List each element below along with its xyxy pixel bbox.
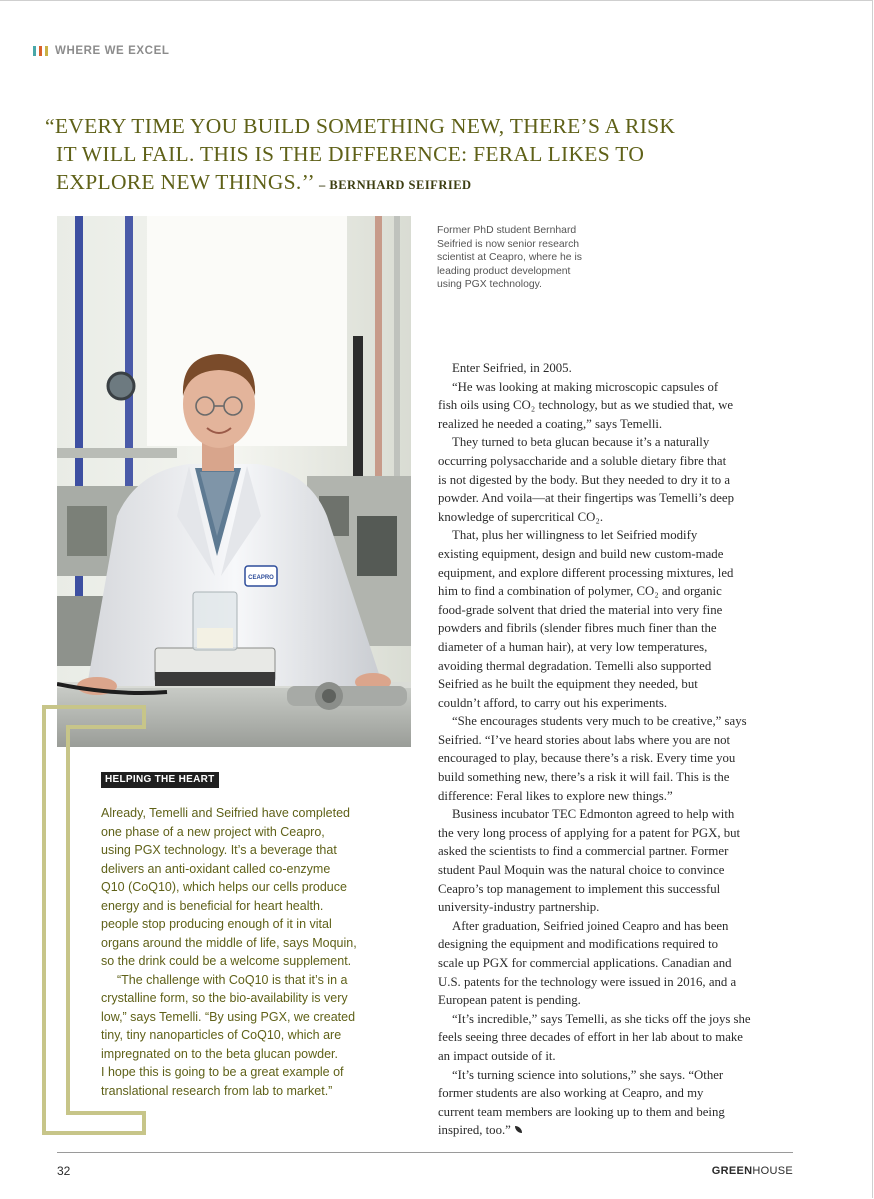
- article-line: powder. And voila—at their fingertips was Temelli’s deep: [438, 491, 734, 506]
- brand-regular: HOUSE: [752, 1165, 793, 1177]
- article-line: avoiding thermal degradation. Temelli also supported: [438, 658, 712, 673]
- pull-quote-line: [45, 168, 745, 199]
- article-line: Ceapro’s top management to implement this successful: [438, 881, 721, 896]
- article-line: university-industry partnership.: [438, 900, 600, 915]
- magazine-brand: [712, 1165, 793, 1177]
- sidebar-body: [101, 804, 391, 1100]
- footer-rule: [57, 1152, 793, 1153]
- article-line: inspired, too.”: [438, 1123, 511, 1138]
- sidebar-line: Q10 (CoQ10), which helps our cells produce: [101, 880, 347, 894]
- article-line: scale up PGX for commercial applications. Canadian and: [438, 956, 732, 970]
- sidebar-bracket-outer-top: [42, 705, 146, 709]
- article-line: U.S. patents for the technology were issued in 2016, and a: [438, 974, 737, 989]
- article-line: Enter Seifried, in 2005.: [452, 361, 572, 375]
- article-line: current team members are looking up to them and being: [438, 1104, 725, 1119]
- sidebar-line: Already, Temelli and Seifried have completed: [101, 806, 350, 820]
- article-line: After graduation, Seifried joined Ceapro and has been: [452, 918, 729, 933]
- pull-quote: [45, 112, 745, 199]
- article-line: an impact outside of it.: [438, 1048, 556, 1063]
- article-line: “It’s turning science into solutions,” she says. “Other: [452, 1067, 724, 1082]
- article-line: occurring polysaccharide and a soluble dietary fibre that: [438, 453, 727, 468]
- article-line: That, plus her willingness to let Seifried modify: [452, 528, 698, 543]
- article-line: food-grade solvent that dried the material into very fine: [438, 602, 723, 617]
- color-bar-teal: [33, 46, 36, 56]
- caption-line: Former PhD student Bernhard: [437, 225, 577, 236]
- article-line: realized he needed a coating,” says Temelli.: [438, 416, 663, 431]
- article-line: asked the scientists to find a commercial partner. Former: [438, 844, 729, 859]
- article-line: Seifried as he built the equipment they needed, but: [438, 677, 698, 692]
- pull-quote-line: IT WILL FAIL. THIS IS THE DIFFERENCE: FERAL LIKES TO: [56, 142, 645, 166]
- main-article-column: [438, 359, 788, 1140]
- sidebar-heading: HELPING THE HEART: [101, 772, 219, 788]
- article-line: him to find a combination of polymer, CO₂ and organic: [438, 584, 722, 599]
- color-bar-orange: [39, 46, 42, 56]
- article-line: is not digested by the body. But they needed to dry it to a: [438, 472, 731, 487]
- article-line: designing the equipment and modifications required to: [438, 937, 719, 952]
- sidebar-line: tiny, tiny nanoparticles of CoQ10, which are: [101, 1028, 342, 1042]
- sidebar-bracket-end-top: [142, 705, 146, 729]
- article-last-line: [438, 1121, 788, 1140]
- sidebar-line: using PGX technology. It’s a beverage that: [101, 843, 337, 857]
- sidebar-bracket-inner-bottom: [66, 1111, 146, 1115]
- article-line: couldn’t afford, to carry out his experiments.: [438, 695, 668, 710]
- sidebar-line: low,” says Temelli. “By using PGX, we created: [101, 1009, 356, 1024]
- sidebar-bracket-end-bottom: [142, 1111, 146, 1135]
- section-color-bars: [33, 46, 48, 56]
- article-line: “She encourages students very much to be creative,” says: [452, 714, 747, 729]
- photo-caption: [437, 224, 617, 292]
- sidebar-line: I hope this is going to be a great example of: [101, 1065, 344, 1079]
- caption-line: Seifried is now senior research: [437, 238, 580, 250]
- sidebar-line: organs around the middle of life, says Moquin,: [101, 935, 357, 950]
- article-line: fish oils using CO₂ technology, but as we studied that, we: [438, 398, 734, 413]
- pull-quote-attribution: – BERNHARD SEIFRIED: [319, 178, 472, 192]
- sidebar-line: people stop producing enough of it in vital: [101, 917, 332, 931]
- article-line: powders and fibrils (slender fibres much finer than the: [438, 621, 717, 636]
- brand-bold: GREEN: [711, 1165, 753, 1177]
- sidebar-line: so the drink could be a welcome supplement.: [101, 954, 352, 968]
- portrait-photo: [57, 216, 411, 747]
- pull-quote-line-text: EXPLORE NEW THINGS.’’: [56, 170, 314, 194]
- caption-line: using PGX technology.: [437, 279, 542, 291]
- sidebar-line: translational research from lab to market.”: [101, 1083, 333, 1098]
- article-line: They turned to beta glucan because it’s a naturally: [452, 435, 710, 450]
- color-bar-gold: [45, 46, 48, 56]
- sidebar-bracket-outer: [42, 705, 46, 1135]
- article-line: former students are also working at Ceapro, and my: [438, 1086, 704, 1101]
- article-line: the very long process of applying for a patent for PGX, but: [438, 825, 741, 840]
- article-line: Seifried. “I’ve heard stories about labs where you are not: [438, 732, 731, 747]
- article-line: difference: Feral likes to explore new things.”: [438, 788, 673, 803]
- end-of-article-leaf-icon: [515, 1126, 522, 1133]
- caption-line: leading product development: [437, 265, 571, 277]
- article-line: diameter of a human hair), at very low temperatures,: [438, 639, 708, 654]
- sidebar-line: “The challenge with CoQ10 is that it’s in a: [117, 972, 348, 987]
- page-number: 32: [57, 1164, 71, 1178]
- sidebar-line: impregnated on to the beta glucan powder.: [101, 1046, 338, 1061]
- article-line: “He was looking at making microscopic capsules of: [452, 379, 719, 394]
- section-label: WHERE WE EXCEL: [55, 45, 170, 57]
- article-line: equipment, and explore different processing mixtures, led: [438, 565, 734, 580]
- lab-scene-illustration: [57, 216, 411, 747]
- article-line: existing equipment, design and build new custom-made: [438, 546, 724, 561]
- section-header: [33, 45, 169, 57]
- sidebar-line: crystalline form, so the bio-availability is very: [101, 991, 348, 1005]
- article-line: European patent is pending.: [438, 993, 581, 1008]
- sidebar-line: delivers an anti-oxidant called co-enzyme: [101, 861, 331, 876]
- pull-quote-line: “EVERY TIME YOU BUILD SOMETHING NEW, THERE’S A RISK: [45, 114, 676, 138]
- sidebar-bracket-inner-top: [66, 725, 146, 729]
- article-line: build something new, there’s a risk it will fail. This is the: [438, 770, 730, 785]
- sidebar-line: energy and is beneficial for heart health.: [101, 898, 324, 913]
- article-line: encouraged to play, because there’s a risk. Every time you: [438, 751, 736, 766]
- caption-line: scientist at Ceapro, where he is: [437, 252, 582, 264]
- coat-badge-text: CEAPRO: [248, 575, 274, 581]
- article-line: feels seeing three decades of effort in her lab about to make: [438, 1030, 743, 1045]
- article-line: student Paul Moquin was the natural choice to convince: [438, 863, 725, 878]
- article-line: “It’s incredible,” says Temelli, as she ticks off the joys she: [452, 1011, 751, 1026]
- sidebar-line: one phase of a new project with Ceapro,: [101, 824, 325, 839]
- article-line: Business incubator TEC Edmonton agreed to help with: [452, 807, 735, 822]
- sidebar-bracket-outer-bottom: [42, 1131, 146, 1135]
- article-line: knowledge of supercritical CO₂.: [438, 509, 604, 524]
- sidebar-bracket-inner: [66, 725, 70, 1115]
